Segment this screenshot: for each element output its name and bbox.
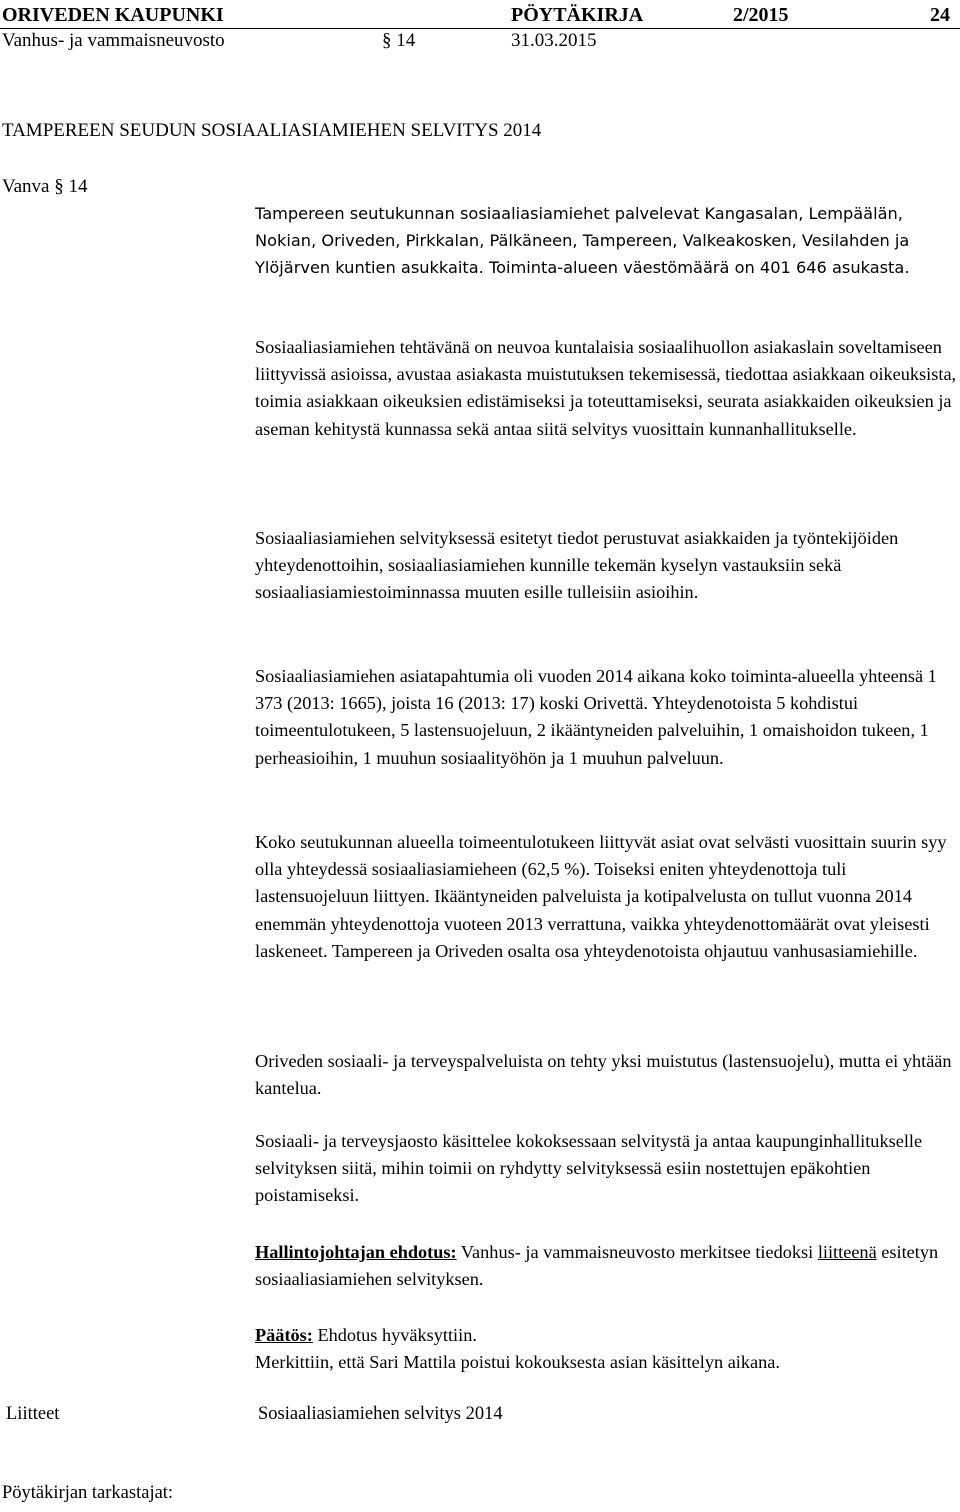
paragraph-1 <box>255 200 957 282</box>
paragraph-5 <box>255 829 957 965</box>
paragraph-2 <box>255 334 957 443</box>
paragraph-3 <box>255 525 957 607</box>
paragraph-3-text: Sosiaaliasiamiehen selvityksessä esitetyt tiedot perustuvat asiakkaiden ja työntekijöiden yhteydenottoihin, sosiaaliasiamiehen kunnille tekemän kyselyn vastauksiin sekä sosiaaliasiamiestoiminnassa muuten esille tulleisiin asioihin. <box>255 528 899 603</box>
header-section: § 14 <box>382 30 416 51</box>
paragraph-7 <box>255 1128 957 1210</box>
paragraph-4-text: Sosiaaliasiamiehen asiatapahtumia oli vuoden 2014 aikana koko toiminta-alueella yhteensä 1 373 (2013: 1665), joista 16 (2013: 17) koski Orivettä. Yhteydenotoista 5 kohdistui toimeentulotukeen, 5 lastensuojeluun, 2 ikääntyneiden palveluihin, 1 omaishoidon tukeen, 1 perheasioihin, 1 muuhun sosiaalityöhön ja 1 muuhun palveluun. <box>255 666 937 768</box>
proposal-text-after: esitetyn sosiaaliasiamiehen selvityksen. <box>255 1242 939 1290</box>
section-reference: Vanva § 14 <box>2 176 88 197</box>
footer-checkers-label: Pöytäkirjan tarkastajat: <box>2 1483 174 1503</box>
paragraph-6 <box>255 1048 957 1102</box>
attachment-link[interactable]: liitteenä <box>817 1242 877 1262</box>
decision-text: Ehdotus hyväksyttiin. <box>312 1325 477 1345</box>
header-doc-type: PÖYTÄKIRJA <box>511 4 644 26</box>
proposal <box>255 1239 957 1293</box>
paragraph-6-text: Oriveden sosiaali- ja terveyspalveluista on tehty yksi muistutus (lastensuojelu), mutta ei yhtään kantelua. <box>255 1051 952 1099</box>
header-divider <box>0 28 960 29</box>
proposal-text-before: Vanhus- ja vammaisneuvosto merkitsee tiedoksi <box>456 1242 818 1262</box>
decision-label: Päätös: <box>255 1325 313 1345</box>
document-title: TAMPEREEN SEUDUN SOSIAALIASIAMIEHEN SELVITYS 2014 <box>2 120 542 141</box>
header-org: ORIVEDEN KAUPUNKI <box>2 4 224 26</box>
paragraph-1-text: Tampereen seutukunnan sosiaaliasiamiehet palvelevat Kangasalan, Lempäälän, Nokian, Oriveden, Pirkkalan, Pälkäneen, Tampereen, Valkeakosken, Vesilahden ja Ylöjärven kuntien asukkaita. Toiminta-alueen väestömäärä on 401 646 asukasta. <box>255 204 910 278</box>
paragraph-7-text: Sosiaali- ja terveysjaosto käsittelee kokoksessaan selvitystä ja antaa kaupunginhallitukselle selvityksen siitä, mihin toimii on ryhdytty selvityksessä esiin nostettujen epäkohtien poistamiseksi. <box>255 1131 923 1206</box>
decision-note: Merkittiin, että Sari Mattila poistui kokouksesta asian käsittelyn aikana. <box>255 1352 780 1373</box>
attachments-label: Liitteet <box>6 1404 60 1424</box>
attachments-item[interactable]: Sosiaaliasiamiehen selvitys 2014 <box>258 1404 503 1424</box>
paragraph-4 <box>255 663 957 772</box>
header-body: Vanhus- ja vammaisneuvosto <box>2 30 225 51</box>
header-doc-number: 2/2015 <box>733 4 789 26</box>
header-page-number: 24 <box>930 4 950 26</box>
proposal-label: Hallintojohtajan ehdotus: <box>255 1242 457 1262</box>
paragraph-5-text: Koko seutukunnan alueella toimeentulotukeen liittyvät asiat ovat selvästi vuosittain suurin syy olla yhteydessä sosiaaliasiamieheen (62,5 %). Toiseksi eniten yhteydenottoja tuli lastensuojeluun liittyen. Ikääntyneiden palveluista ja kotipalvelusta on tullut vuonna 2014 enemmän yhteydenottoja vuoteen 2013 verrattuna, vaikka yhteydenottomäärät ovat yleisesti laskeneet. Tampereen ja Oriveden osalta osa yhteydenotoista ohjautuu vanhusasiamiehille. <box>255 832 947 961</box>
paragraph-2-text: Sosiaaliasiamiehen tehtävänä on neuvoa kuntalaisia sosiaalihuollon asiakaslain soveltamiseen liittyvissä asioissa, avustaa asiakasta muistutuksen tekemisessä, tiedottaa asiakkaan oikeuksista, toimia asiakkaan oikeuksien edistämiseksi ja toteuttamiseksi, seurata asiakkaiden oikeuksien ja aseman kehitystä kunnassa sekä antaa siitä selvitys vuosittain kunnanhallitukselle. <box>255 337 957 439</box>
header-date: 31.03.2015 <box>511 30 597 51</box>
decision <box>255 1322 957 1376</box>
